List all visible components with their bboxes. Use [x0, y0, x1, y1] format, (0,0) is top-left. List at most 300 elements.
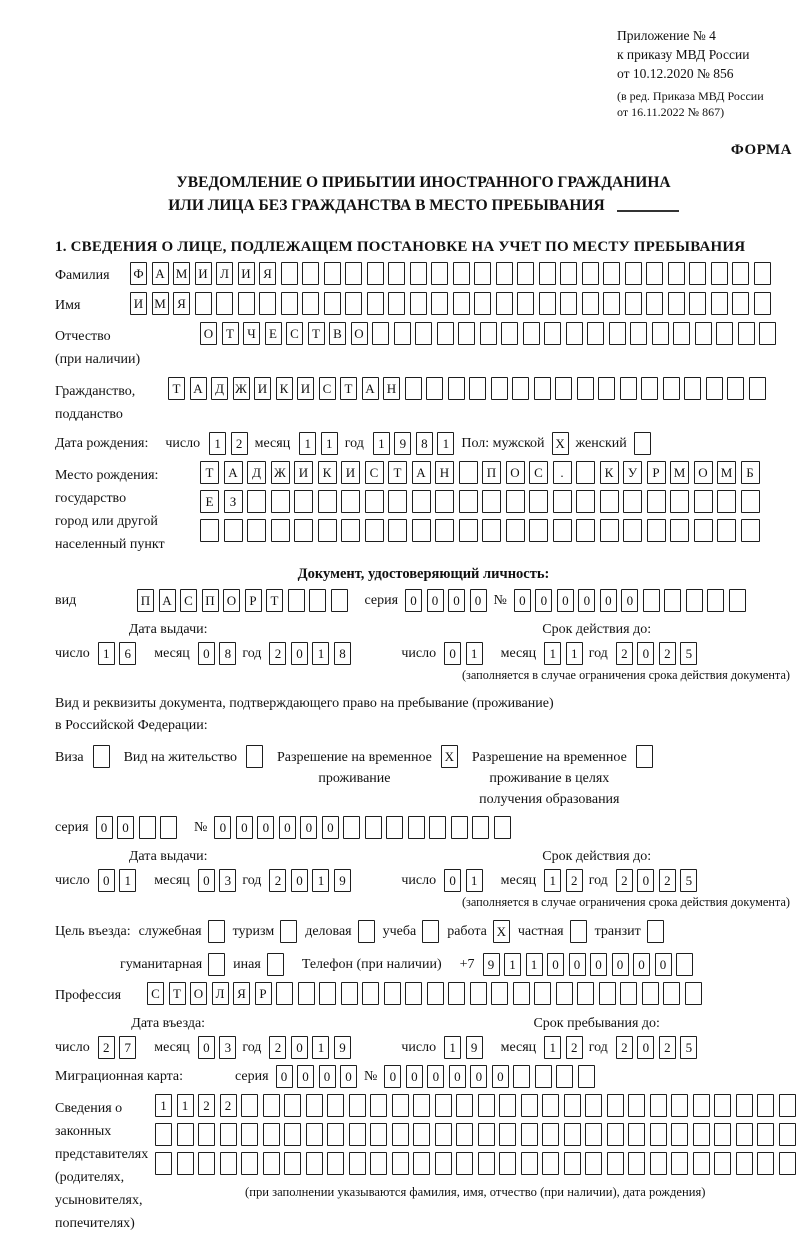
char-box [422, 920, 439, 943]
char-box [535, 1065, 552, 1088]
surname-boxes [130, 262, 771, 285]
char-box [754, 292, 771, 315]
sex-female-checkbox [634, 432, 651, 455]
char-box [435, 1123, 452, 1146]
char-box [642, 982, 659, 1005]
char-box: 1 [373, 432, 390, 455]
char-box: Р [647, 461, 666, 484]
char-box [370, 1152, 387, 1175]
char-box: Л [212, 982, 229, 1005]
migration-number-label: № [364, 1068, 378, 1084]
official-checkbox [208, 920, 225, 943]
entry-date-col: Дата въезда: число 2 7 месяц 0 3 год 2 0 1 9 [55, 1014, 401, 1059]
char-box: 1 [526, 953, 543, 976]
char-box [392, 1094, 409, 1117]
char-box [288, 589, 305, 612]
char-box: 1 [466, 869, 483, 892]
char-box [247, 519, 266, 542]
char-box [673, 322, 690, 345]
char-box: А [412, 461, 431, 484]
char-box: Е [200, 490, 219, 513]
representatives-line-3 [155, 1152, 796, 1175]
representatives-line-1 [155, 1094, 796, 1117]
doc-number-label: № [493, 592, 507, 608]
char-box [630, 322, 647, 345]
firstname-boxes [130, 292, 771, 315]
char-box [689, 262, 706, 285]
char-box [263, 1123, 280, 1146]
char-box: А [152, 262, 169, 285]
firstname-row [55, 292, 792, 316]
char-box [564, 1152, 581, 1175]
visa-checkbox [93, 745, 110, 768]
char-box [779, 1123, 796, 1146]
char-box [620, 982, 637, 1005]
expiry-note: (заполняется в случае ограничения срока действия документа) [461, 668, 790, 682]
char-box: 5 [680, 869, 697, 892]
char-box: А [362, 377, 379, 400]
entry-year-boxes [269, 1036, 351, 1059]
char-box: 0 [448, 589, 465, 612]
char-box [501, 322, 518, 345]
sex-female-label: женский [575, 435, 627, 451]
char-box [496, 292, 513, 315]
char-box: 0 [198, 642, 215, 665]
char-box [331, 589, 348, 612]
entry-date-heading: Дата въезда: [131, 1016, 206, 1031]
char-box [587, 322, 604, 345]
char-box [736, 1123, 753, 1146]
char-box [306, 1123, 323, 1146]
char-box [318, 490, 337, 513]
char-box [392, 1123, 409, 1146]
residence-expiry-heading: Срок действия до: [542, 849, 652, 864]
char-box [349, 1094, 366, 1117]
char-box [670, 490, 689, 513]
migration-card-row [55, 1065, 792, 1088]
char-box [646, 292, 663, 315]
profession-row [55, 982, 792, 1006]
char-box: И [341, 461, 360, 484]
option-visa: Виза [55, 745, 110, 768]
doc-series-label: серия [364, 592, 399, 608]
char-box [711, 262, 728, 285]
profession-boxes [147, 982, 702, 1005]
char-box [542, 1123, 559, 1146]
char-box: 9 [483, 953, 500, 976]
other-checkbox [267, 953, 284, 976]
char-box: 0 [557, 589, 574, 612]
char-box [607, 1123, 624, 1146]
char-box [628, 1152, 645, 1175]
char-box [566, 322, 583, 345]
business-checkbox [358, 920, 375, 943]
char-box [372, 322, 389, 345]
char-box [478, 1123, 495, 1146]
char-box: Ф [130, 262, 147, 285]
char-box [470, 982, 487, 1005]
char-box: П [137, 589, 154, 612]
char-box: 0 [405, 589, 422, 612]
char-box [453, 292, 470, 315]
char-box: О [506, 461, 525, 484]
purpose-other: иная [233, 953, 284, 976]
char-box [246, 745, 263, 768]
char-box [553, 519, 572, 542]
char-box [585, 1123, 602, 1146]
purpose-label: Цель въезда: [55, 923, 131, 939]
char-box: 0 [444, 869, 461, 892]
temp-residence-education-checkbox [636, 745, 653, 768]
representatives-label: Сведения о законных представителях (родителях, усыновителях, попечителях) [55, 1101, 149, 1231]
char-box [302, 292, 319, 315]
char-box [392, 1152, 409, 1175]
residence-issue-heading: Дата выдачи: [128, 849, 208, 864]
char-box [663, 377, 680, 400]
char-box [693, 1152, 710, 1175]
citizenship-boxes [168, 377, 766, 400]
char-box [689, 292, 706, 315]
char-box: О [694, 461, 713, 484]
char-box [599, 982, 616, 1005]
char-box [496, 262, 513, 285]
tourism-checkbox [280, 920, 297, 943]
char-box [241, 1094, 258, 1117]
char-box [341, 490, 360, 513]
char-box [634, 432, 651, 455]
char-box [259, 292, 276, 315]
entry-dates [55, 1014, 792, 1059]
identity-doc-dates [55, 620, 792, 683]
char-box [636, 745, 653, 768]
char-box [435, 1094, 452, 1117]
char-box: 1 [312, 869, 329, 892]
char-box [327, 1152, 344, 1175]
char-box [517, 262, 534, 285]
char-box [560, 292, 577, 315]
char-box [220, 1152, 237, 1175]
birthplace-label: Место рождения: государство город или другой населенный пункт [55, 468, 165, 552]
char-box: 9 [334, 1036, 351, 1059]
doc-type-boxes [137, 589, 348, 612]
birthdate-label: Дата рождения: [55, 435, 149, 451]
char-box: 0 [257, 816, 274, 839]
char-box: П [202, 589, 219, 612]
char-box [200, 519, 219, 542]
char-box [711, 292, 728, 315]
char-box [694, 490, 713, 513]
char-box [643, 589, 660, 612]
char-box: 1 [209, 432, 226, 455]
char-box: 0 [236, 816, 253, 839]
char-box [429, 816, 446, 839]
char-box: О [190, 982, 207, 1005]
char-box [365, 490, 384, 513]
char-box: 0 [535, 589, 552, 612]
char-box [458, 322, 475, 345]
char-box [534, 982, 551, 1005]
char-box: 3 [219, 1036, 236, 1059]
residence-expiry-month-boxes [544, 869, 583, 892]
char-box [413, 1094, 430, 1117]
char-box [284, 1094, 301, 1117]
char-box: 0 [470, 589, 487, 612]
char-box: 0 [198, 869, 215, 892]
char-box: 8 [416, 432, 433, 455]
purpose-transit: транзит [595, 920, 664, 943]
char-box [623, 519, 642, 542]
purpose-row-2 [120, 953, 792, 976]
char-box: 0 [492, 1065, 509, 1088]
char-box: 0 [637, 642, 654, 665]
char-box [553, 490, 572, 513]
char-box [578, 1065, 595, 1088]
issue-day-boxes [98, 642, 137, 665]
char-box [456, 1094, 473, 1117]
char-box [365, 519, 384, 542]
char-box [448, 982, 465, 1005]
appendix-line: Приложение № 4 [617, 28, 716, 43]
patronymic-row [55, 322, 792, 371]
char-box: 2 [616, 642, 633, 665]
char-box [609, 322, 626, 345]
char-box [459, 490, 478, 513]
char-box [585, 1094, 602, 1117]
char-box [456, 1152, 473, 1175]
expiry-day-boxes [444, 642, 483, 665]
char-box [362, 982, 379, 1005]
char-box [736, 1094, 753, 1117]
char-box [281, 292, 298, 315]
char-box [534, 377, 551, 400]
birthplace-line-3 [200, 519, 760, 542]
appendix-block [617, 26, 792, 159]
char-box [647, 490, 666, 513]
char-box [494, 816, 511, 839]
title-line-2: ИЛИ ЛИЦА БЕЗ ГРАЖДАНСТВА В МЕСТО ПРЕБЫВАНИЯ [55, 194, 792, 217]
char-box [412, 490, 431, 513]
stay-until-col: Срок пребывания до: число 1 9 месяц 1 2 год 2 0 2 5 [401, 1014, 792, 1059]
char-box [294, 519, 313, 542]
issue-month-boxes [198, 642, 237, 665]
char-box: 0 [427, 589, 444, 612]
char-box: 0 [291, 642, 308, 665]
expiry-heading: Срок действия до: [542, 622, 652, 637]
char-box: С [180, 589, 197, 612]
phone-prefix: +7 [459, 956, 475, 972]
purpose-business: деловая [305, 920, 374, 943]
char-box [459, 519, 478, 542]
year-label: год [344, 435, 364, 451]
char-box: X [552, 432, 569, 455]
char-box [298, 982, 315, 1005]
profession-label: Профессия [55, 988, 122, 1003]
char-box: 2 [659, 642, 676, 665]
char-box [512, 377, 529, 400]
representatives-row [55, 1094, 792, 1235]
char-box [576, 519, 595, 542]
char-box: 8 [219, 642, 236, 665]
firstname-label: Имя [55, 298, 81, 313]
char-box [247, 490, 266, 513]
char-box [738, 322, 755, 345]
char-box [671, 1152, 688, 1175]
char-box [216, 292, 233, 315]
char-box: 2 [566, 1036, 583, 1059]
char-box [684, 377, 701, 400]
doc-issue-col [55, 620, 401, 683]
doc-type-label: вид [55, 593, 77, 608]
identity-doc-heading: Документ, удостоверяющий личность: [297, 566, 550, 582]
char-box: 1 [544, 869, 561, 892]
char-box: О [200, 322, 217, 345]
residence-doc-options [55, 745, 792, 810]
char-box [529, 490, 548, 513]
char-box: 0 [276, 1065, 293, 1088]
char-box [263, 1094, 280, 1117]
char-box [276, 982, 293, 1005]
residence-issue-day-boxes [98, 869, 137, 892]
char-box: В [329, 322, 346, 345]
char-box: 0 [514, 589, 531, 612]
char-box [367, 292, 384, 315]
char-box: Т [169, 982, 186, 1005]
document-title [55, 171, 792, 217]
residence-issue-year-boxes [269, 869, 351, 892]
char-box: М [670, 461, 689, 484]
purpose-study: учеба [383, 920, 440, 943]
char-box: 0 [633, 953, 650, 976]
char-box [556, 982, 573, 1005]
char-box [384, 982, 401, 1005]
char-box [544, 322, 561, 345]
char-box: И [294, 461, 313, 484]
char-box: 0 [214, 816, 231, 839]
char-box [367, 262, 384, 285]
char-box [671, 1123, 688, 1146]
char-box [647, 920, 664, 943]
char-box [582, 262, 599, 285]
amendment-line: (в ред. Приказа МВД России [617, 89, 764, 103]
char-box [155, 1152, 172, 1175]
char-box [318, 519, 337, 542]
char-box [686, 589, 703, 612]
purpose-work: работа X [447, 920, 510, 943]
char-box [388, 292, 405, 315]
char-box [469, 377, 486, 400]
char-box: 2 [269, 642, 286, 665]
appendix-line: к приказу МВД России [617, 47, 750, 62]
doc-series-boxes [405, 589, 487, 612]
char-box [427, 982, 444, 1005]
char-box [714, 1152, 731, 1175]
char-box [499, 1094, 516, 1117]
char-box [388, 519, 407, 542]
char-box: 1 [566, 642, 583, 665]
temp-residence-checkbox [441, 745, 458, 768]
char-box: 9 [334, 869, 351, 892]
char-box: К [276, 377, 293, 400]
char-box [281, 262, 298, 285]
char-box: К [318, 461, 337, 484]
char-box: 0 [291, 869, 308, 892]
char-box: 0 [621, 589, 638, 612]
char-box [663, 982, 680, 1005]
char-box [668, 262, 685, 285]
char-box: X [493, 920, 510, 943]
char-box [600, 519, 619, 542]
char-box: А [190, 377, 207, 400]
char-box: 1 [544, 1036, 561, 1059]
char-box [576, 461, 595, 484]
char-box [759, 322, 776, 345]
char-box [670, 519, 689, 542]
char-box [370, 1094, 387, 1117]
char-box [431, 292, 448, 315]
char-box [341, 519, 360, 542]
char-box [714, 1094, 731, 1117]
char-box [741, 519, 760, 542]
residence-number-label: № [194, 819, 208, 835]
char-box: 1 [437, 432, 454, 455]
char-box [694, 519, 713, 542]
char-box: 1 [466, 642, 483, 665]
char-box [647, 519, 666, 542]
char-box: М [717, 461, 736, 484]
char-box: Я [173, 292, 190, 315]
char-box: А [159, 589, 176, 612]
char-box [224, 519, 243, 542]
citizenship-label: Гражданство, подданство [55, 384, 136, 422]
surname-label: Фамилия [55, 268, 110, 283]
char-box [757, 1094, 774, 1117]
char-box [685, 982, 702, 1005]
char-box [607, 1094, 624, 1117]
migration-series-label: серия [235, 1068, 269, 1084]
char-box [600, 490, 619, 513]
char-box: 2 [616, 869, 633, 892]
stay-until-heading: Срок пребывания до: [533, 1016, 660, 1031]
char-box [394, 322, 411, 345]
char-box: Н [383, 377, 400, 400]
patronymic-boxes [200, 322, 776, 345]
char-box: Е [265, 322, 282, 345]
char-box: Я [259, 262, 276, 285]
purpose-official: служебная [139, 920, 225, 943]
identity-doc-row [55, 589, 792, 612]
char-box [757, 1123, 774, 1146]
char-box [671, 1094, 688, 1117]
form-label: ФОРМА [730, 142, 792, 158]
char-box: П [482, 461, 501, 484]
char-box [413, 1123, 430, 1146]
char-box [341, 982, 358, 1005]
char-box [160, 816, 177, 839]
char-box: 2 [98, 1036, 115, 1059]
char-box [585, 1152, 602, 1175]
residence-issue-month-boxes [198, 869, 237, 892]
char-box: И [254, 377, 271, 400]
char-box [729, 589, 746, 612]
char-box [664, 589, 681, 612]
char-box [736, 1152, 753, 1175]
title-blank-underline [617, 210, 679, 212]
char-box: Д [211, 377, 228, 400]
char-box: С [147, 982, 164, 1005]
char-box [435, 490, 454, 513]
char-box: 0 [578, 589, 595, 612]
char-box: 2 [269, 1036, 286, 1059]
